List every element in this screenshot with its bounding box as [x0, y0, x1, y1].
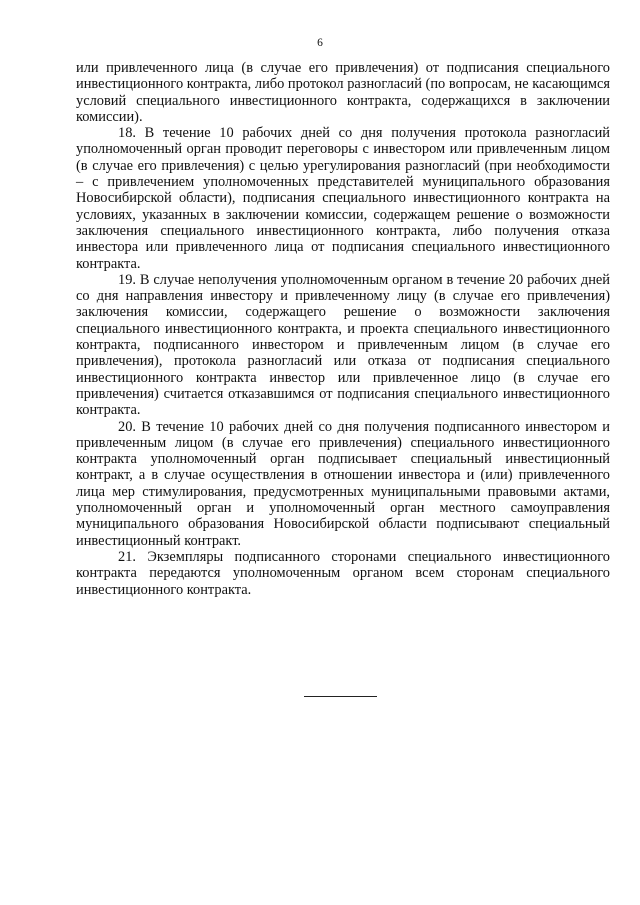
- paragraph-continuation: или привлеченного лица (в случае его привлечения) от подписания специального инвестиционного контракта, либо протокол разногласий (по вопросам, не касающимся условий специального инвестиционного контракта, содержащихся в заключении комиссии).: [76, 60, 610, 125]
- paragraph-20: 20. В течение 10 рабочих дней со дня получения подписанного инвестором и привлеченным лицом (в случае его привлечения) специального инвестиционного контракта уполномоченный орган подписывает специальный инвестиционный контракт, а в случае осуществления в отношении инвестора и (или) привлеченного лица мер стимулирования, предусмотренных муниципальными правовыми актами, уполномоченный орган и уполномоченный орган местного самоуправления муниципального образования Новосибирской области подписывают специальный инвестиционный контракт.: [76, 418, 610, 549]
- paragraph-18: 18. В течение 10 рабочих дней со дня получения протокола разногласий уполномоченный орган проводит переговоры с инвестором или привлеченным лицом (в случае его привлечения) с целью урегулирования разногласий (при необходимости – с привлечением уполномоченных представителей муниципального образования Новосибирской области), подписания специального инвестиционного контракта на условиях, указанных в заключении комиссии, содержащем решение о возможности заключения специального инвестиционного контракта, либо получения отказа инвестора или привлеченного лица от подписания специального инвестиционного контракта.: [76, 125, 610, 272]
- paragraph-19: 19. В случае неполучения уполномоченным органом в течение 20 рабочих дней со дня направления инвестору и привлеченному лицу (в случае его привлечения) заключения комиссии, содержащего решение о возможности заключения специального инвестиционного контракта, и проекта специального инвестиционного контракта, подписанного инвестором и привлеченным лицом (в случае его привлечения), протокола разногласий или отказа от подписания специального инвестиционного контракта инвестор или привлеченное лицо (в случае его привлечения) считается отказавшимся от подписания специального инвестиционного контракта.: [76, 271, 610, 419]
- page-number: 6: [317, 37, 323, 49]
- paragraph-21: 21. Экземпляры подписанного сторонами специального инвестиционного контракта передаются уполномоченным органом всем сторонам специального инвестиционного контракта.: [76, 548, 610, 598]
- document-body: [76, 60, 610, 598]
- end-separator-line: [304, 696, 377, 697]
